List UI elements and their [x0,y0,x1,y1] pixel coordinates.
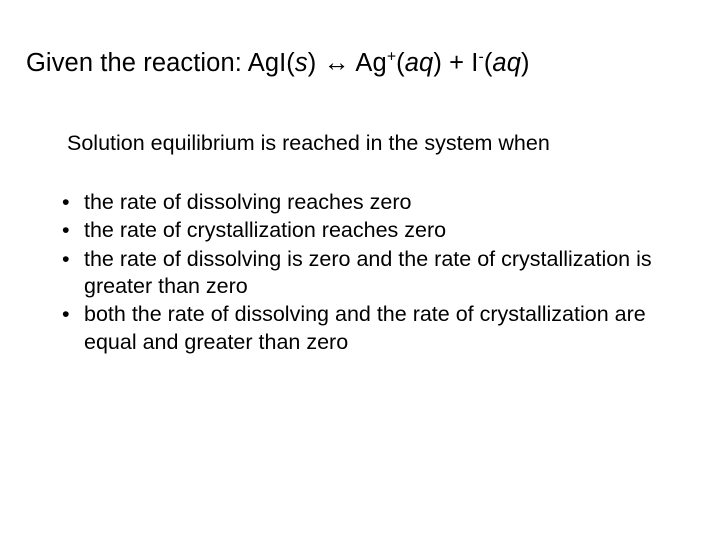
title-mid-1: ) [307,49,324,77]
list-item-label: the rate of crystallization reaches zero [84,218,447,243]
list-item-label: both the rate of dissolving and the rate of crystallization are equal and greater than zero [84,302,646,354]
bullet-icon: • [62,218,70,243]
title-state-aqueous-2: aq [492,49,521,77]
list-item-label: the rate of dissolving reaches zero [84,190,412,215]
double-arrow-icon: ↔ [323,47,350,77]
title-paren-2-close: ) [521,49,530,77]
list-item[interactable] [42,217,669,244]
title-state-solid: s [294,49,308,77]
title-mid-2: Ag [349,49,387,77]
list-item-label: the rate of dissolving is zero and the rate of crystallization is greater than zero [84,246,652,298]
bullet-icon: • [62,246,70,271]
list-item[interactable] [42,301,669,356]
title-prefix: Given the reaction: AgI( [26,49,295,77]
title-paren-1-open: ( [396,49,405,77]
page-title [26,48,696,78]
question-stem: Solution equilibrium is reached in the system when [67,131,550,155]
list-item[interactable] [42,189,669,216]
bullet-icon: • [62,302,70,327]
title-state-aqueous-1: aq [404,49,434,77]
title-paren-1-close: ) + I [433,49,479,77]
bullet-icon: • [62,190,70,215]
title-charge-plus: + [386,48,397,66]
slide-body [42,130,692,357]
answer-options-list [42,189,692,356]
title-charge-minus: - [478,48,484,66]
list-item[interactable] [42,246,669,301]
title-paren-2-open: ( [483,49,493,77]
